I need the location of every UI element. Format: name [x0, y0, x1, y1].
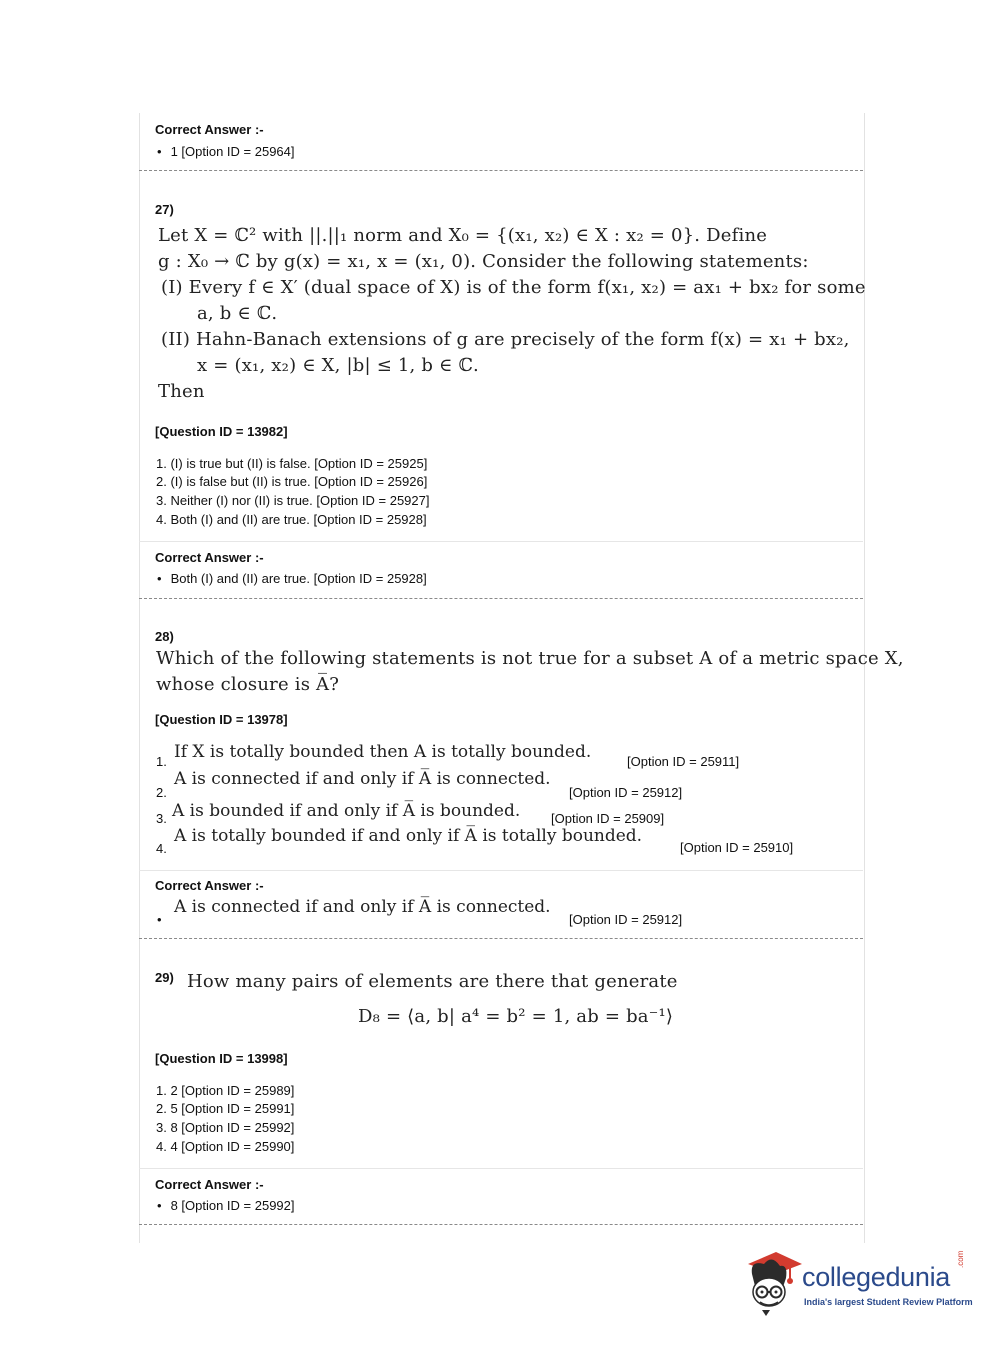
- q29-option-1: 1. 2 [Option ID = 25989]: [156, 1083, 295, 1098]
- logo-wordmark: collegedunia: [802, 1262, 951, 1292]
- q28-option-4-num: 4.: [156, 841, 167, 856]
- q28-question-id: [Question ID = 13978]: [155, 712, 288, 727]
- q29-option-3: 3. 8 [Option ID = 25992]: [156, 1120, 295, 1135]
- divider: [139, 598, 863, 599]
- q28-option-1-id: [Option ID = 25911]: [627, 754, 740, 769]
- q28-stmt-line-1: Which of the following statements is not true for a subset A of a metric space X,: [156, 648, 904, 669]
- q28-option-3-id: [Option ID = 25909]: [551, 811, 665, 826]
- q28-correct-text: A is connected if and only if A̅ is connected.: [174, 897, 551, 917]
- q28-option-4-id: [Option ID = 25910]: [680, 840, 794, 855]
- q28-option-4-text: A is totally bounded if and only if A̅ is totally bounded.: [174, 826, 643, 846]
- q27-option-1: 1. (I) is true but (II) is false. [Option ID = 25925]: [156, 456, 428, 471]
- q28-option-2-text: A is connected if and only if A̅ is connected.: [174, 769, 551, 789]
- q27-option-4: 4. Both (I) and (II) are true. [Option ID = 25928]: [156, 512, 427, 527]
- q29-question-id: [Question ID = 13998]: [155, 1051, 288, 1066]
- q29-correct-label: Correct Answer :-: [155, 1177, 264, 1192]
- mascot-icon: [742, 1250, 804, 1318]
- q28-option-2-id: [Option ID = 25912]: [569, 785, 683, 800]
- q27-stmt-line-5: (II) Hahn-Banach extensions of g are precisely of the form f(x) = x₁ + bx₂,: [161, 329, 850, 350]
- logo-tagline: India's largest Student Review Platform: [804, 1297, 973, 1307]
- separator: [139, 1168, 863, 1169]
- separator: [139, 870, 863, 871]
- q26-correct-label: Correct Answer :-: [155, 122, 264, 137]
- q28-option-1-text: If X is totally bounded then A is totally bounded.: [174, 742, 592, 762]
- bullet-icon: •: [157, 912, 162, 927]
- q27-stmt-line-1: Let X = ℂ² with ||.||₁ norm and X₀ = {(x₁, x₂) ∈ X : x₂ = 0}. Define: [158, 225, 768, 246]
- q27-stmt-line-6: x = (x₁, x₂) ∈ X, |b| ≤ 1, b ∈ ℂ.: [197, 355, 479, 376]
- q27-option-2: 2. (I) is false but (II) is true. [Option ID = 25926]: [156, 474, 428, 489]
- q28-number: 28): [155, 629, 174, 644]
- divider: [139, 170, 863, 171]
- q28-correct-label: Correct Answer :-: [155, 878, 264, 893]
- q29-option-2: 2. 5 [Option ID = 25991]: [156, 1101, 295, 1116]
- q28-correct-id: [Option ID = 25912]: [569, 912, 683, 927]
- logo-suffix: .com: [956, 1250, 965, 1268]
- separator: [139, 541, 863, 542]
- q29-correct-value: • 8 [Option ID = 25992]: [157, 1198, 295, 1213]
- q28-stmt-line-2: whose closure is A̅?: [156, 674, 340, 695]
- divider: [139, 938, 863, 939]
- q28-option-3-num: 3.: [156, 811, 167, 826]
- collegedunia-logo: [742, 1250, 972, 1320]
- divider: [139, 1224, 863, 1225]
- q26-correct-value: • 1 [Option ID = 25964]: [157, 144, 295, 159]
- q28-option-2-num: 2.: [156, 785, 167, 800]
- q29-formula: D₈ = ⟨a, b| a⁴ = b² = 1, ab = ba⁻¹⟩: [358, 1006, 674, 1027]
- q27-correct-value: • Both (I) and (II) are true. [Option ID = 25928]: [157, 571, 427, 586]
- q27-number: 27): [155, 202, 174, 217]
- q27-stmt-line-3: (I) Every f ∈ X′ (dual space of X) is of the form f(x₁, x₂) = ax₁ + bx₂ for some: [161, 277, 866, 298]
- q28-option-3-text: A is bounded if and only if A̅ is bounded.: [172, 801, 521, 821]
- q27-option-3: 3. Neither (I) nor (II) is true. [Option ID = 25927]: [156, 493, 430, 508]
- q27-stmt-line-4: a, b ∈ ℂ.: [197, 303, 278, 324]
- q27-correct-label: Correct Answer :-: [155, 550, 264, 565]
- q27-question-id: [Question ID = 13982]: [155, 424, 288, 439]
- q29-stmt: How many pairs of elements are there that generate: [187, 971, 678, 992]
- q29-option-4: 4. 4 [Option ID = 25990]: [156, 1139, 295, 1154]
- q28-option-1-num: 1.: [156, 754, 167, 769]
- q27-stmt-line-7: Then: [158, 381, 205, 402]
- q29-number: 29): [155, 970, 174, 985]
- q27-stmt-line-2: g : X₀ → ℂ by g(x) = x₁, x = (x₁, 0). Consider the following statements:: [158, 251, 809, 272]
